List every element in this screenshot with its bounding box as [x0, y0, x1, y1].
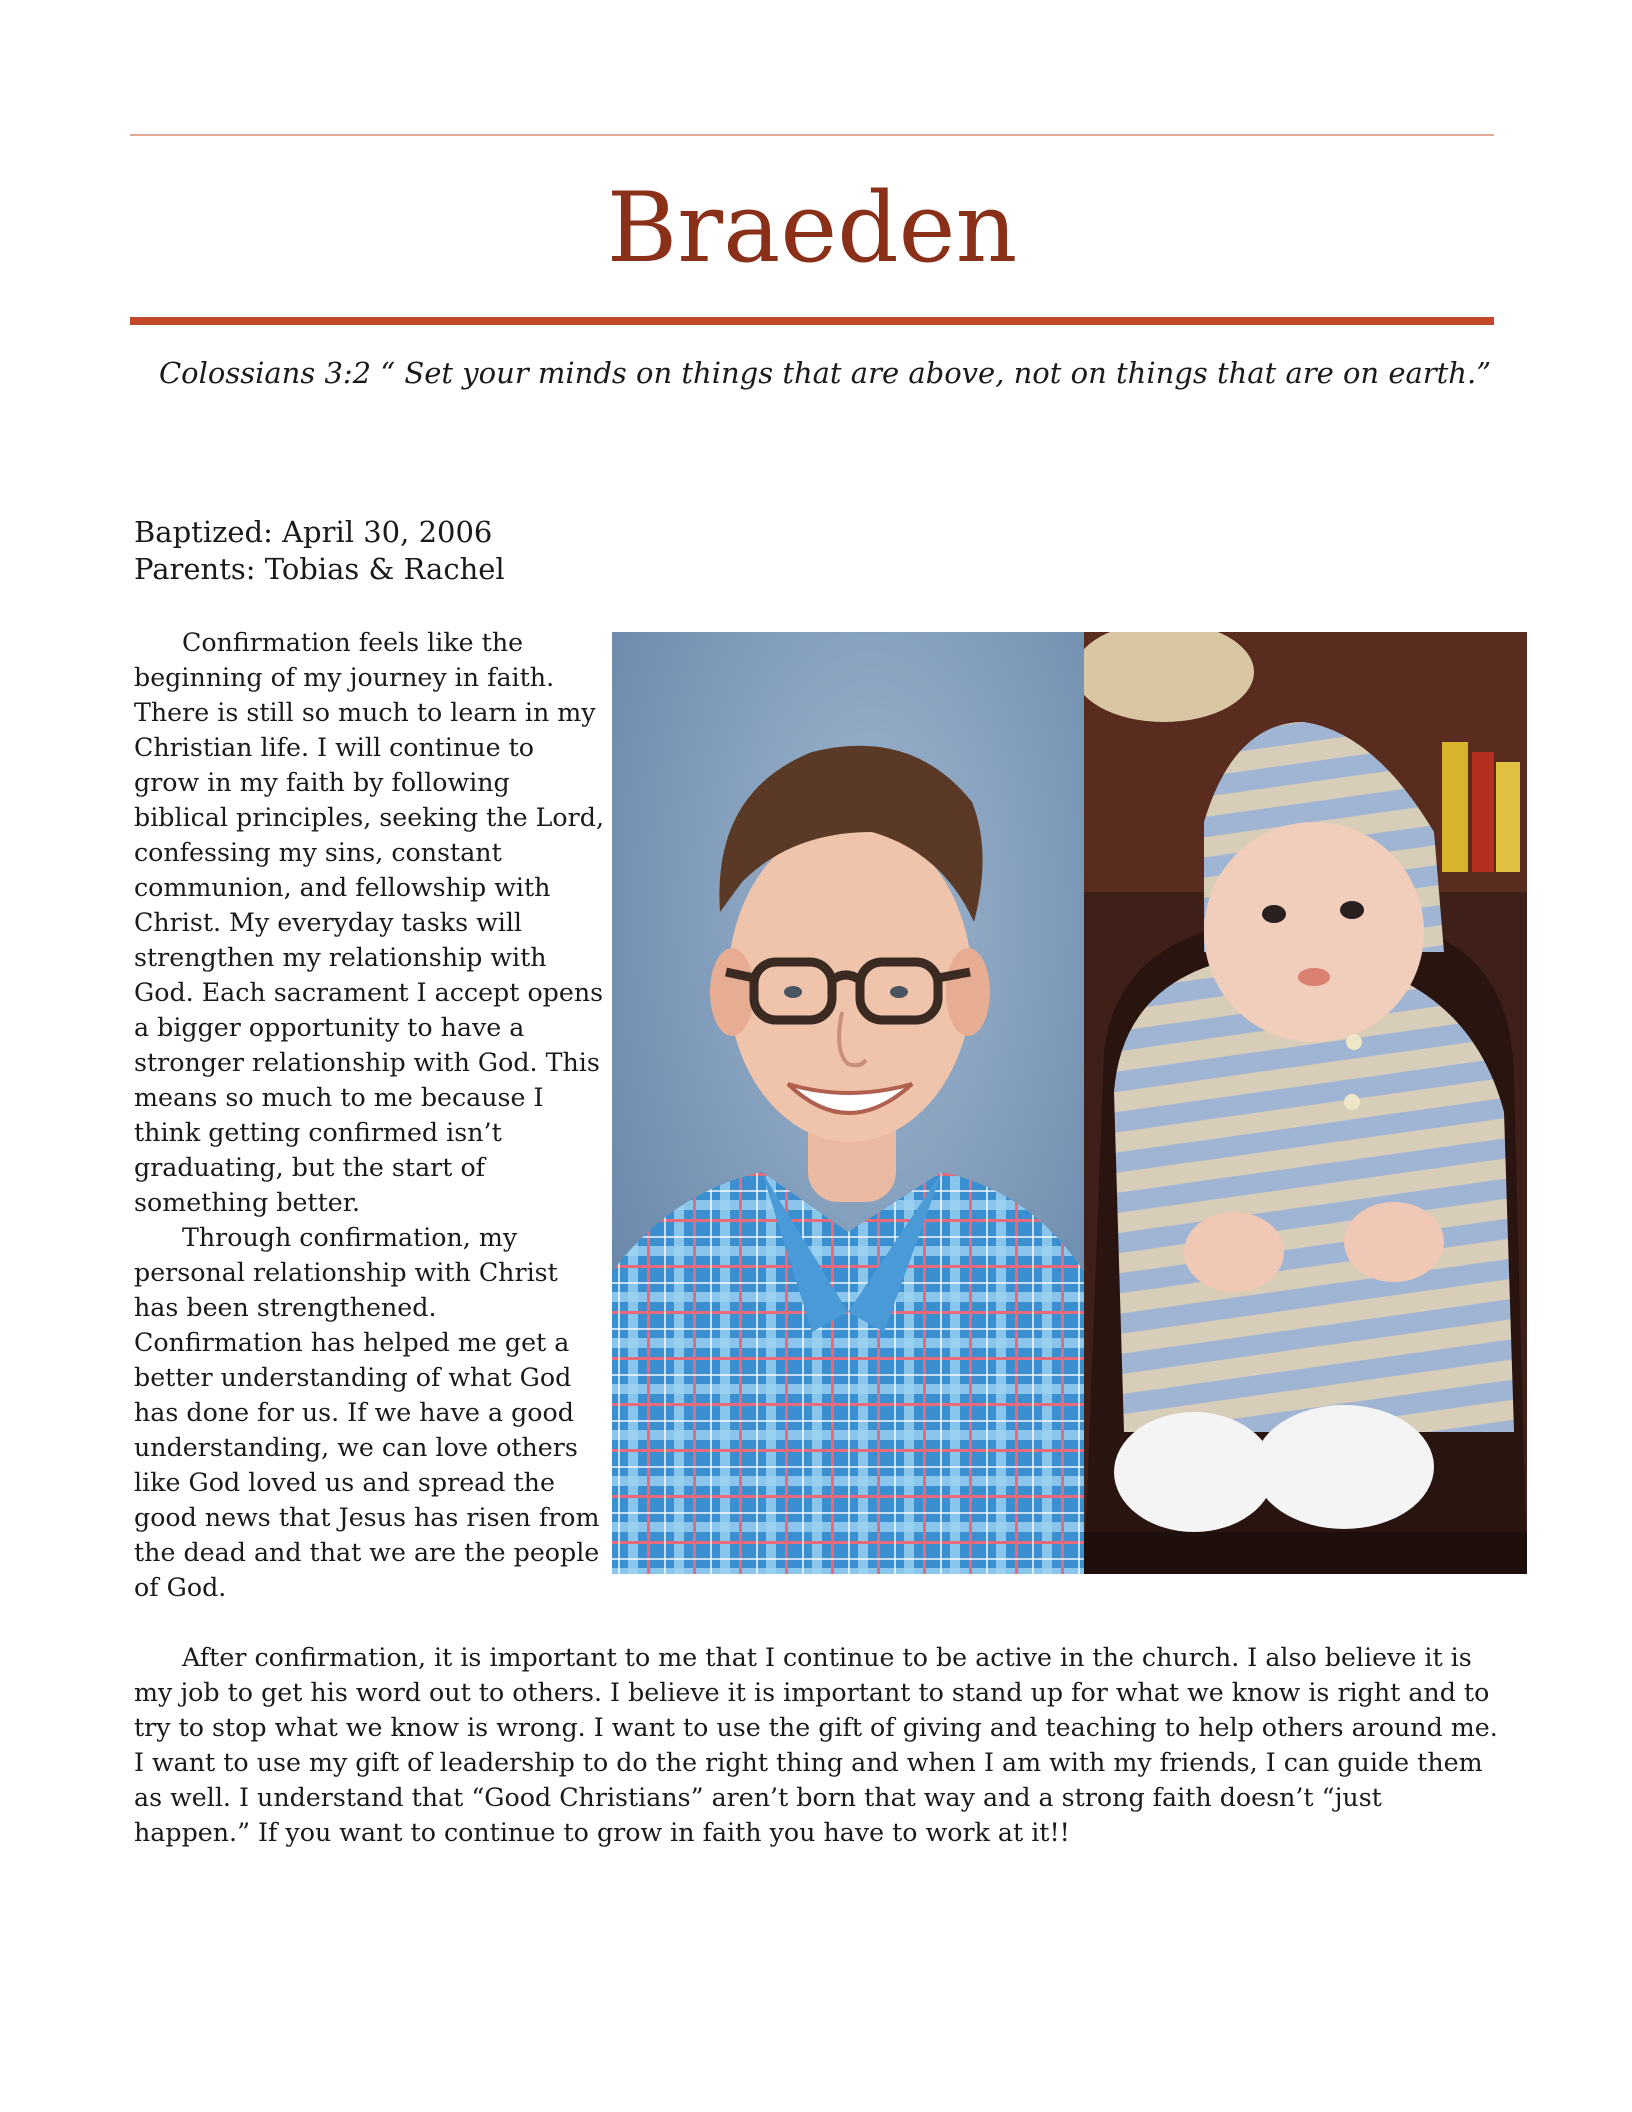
parents-names: Parents: Tobias & Rachel — [134, 552, 505, 586]
essay-column — [134, 625, 604, 1605]
facts-block — [134, 514, 505, 588]
header-rule-thick — [130, 317, 1494, 325]
essay-paragraph-2: Through confirmation, my personal relationship with Christ has been strengthened. Confirmation has helped me get a better understanding of what God has done for us. If we have a good understanding, we can love others like God loved us and spread the good news that Jesus has risen from the dead and that we are the people of God. — [134, 1223, 600, 1602]
scripture-verse: Colossians 3:2 “ Set your minds on things that are above, not on things that are on earth.” — [158, 356, 1492, 390]
essay-paragraph-3: After confirmation, it is important to me that I continue to be active in the church. I also believe it is my job to get his word out to others. I believe it is important to stand up for what we know is right and to try to stop what we know is wrong. I want to use the gift of giving and teaching to help others around me. I want to use my gift of leadership to do the right thing and when I am with my friends, I can guide them as well. I understand that “Good Christians” aren’t born that way and a strong faith doesn’t “just happen.” If you want to continue to grow in faith you have to work at it!! — [134, 1643, 1498, 1847]
teen-portrait-photo — [612, 632, 1084, 1574]
header-rule-thin — [130, 134, 1494, 136]
page-title: Braeden — [606, 172, 1018, 284]
photo-pair — [612, 632, 1527, 1574]
baptized-date: Baptized: April 30, 2006 — [134, 515, 493, 549]
baby-photo — [1084, 632, 1527, 1574]
essay-paragraph-1: Confirmation feels like the beginning of my journey in faith. There is still so much to learn in my Christian life. I will continue to grow in my faith by following biblical principles, seeking the Lord, confessing my sins, constant communion, and fellowship with Christ. My everyday tasks will strengthen my relationship with God. Each sacrament I accept opens a bigger opportunity to have a stronger relationship with God. This means so much to me because I think getting confirmed isn’t graduating, but the start of something better. — [134, 628, 604, 1217]
essay-full-width — [134, 1640, 1504, 1850]
